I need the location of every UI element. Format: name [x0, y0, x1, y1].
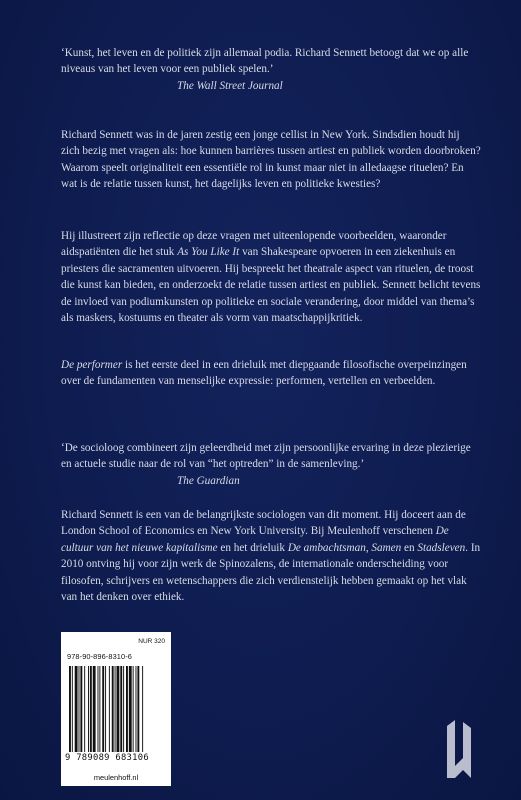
review-quote-wsj	[61, 45, 471, 94]
publisher-website: meulenhoff.nl	[93, 773, 139, 782]
barcode-label	[61, 632, 171, 786]
quote-text: ‘Kunst, het leven en de politiek zijn allemaal podia. Richard Sennett betoogt dat we op alle niveaus van het leven voor een publiek spelen.’	[61, 47, 469, 76]
book-title-as-you-like-it: As You Like It	[177, 246, 240, 259]
quote-source: The Guardian	[177, 474, 240, 487]
nur-code: NUR 320	[138, 638, 165, 645]
quote-source: The Wall Street Journal	[177, 79, 283, 92]
isbn-text: 978-90-896-8310-6	[67, 652, 132, 661]
book-title-de-performer: De performer	[61, 359, 123, 371]
review-quote-guardian	[61, 440, 481, 489]
blurb-paragraph-3: De performer is het eerste deel in een drieluik met diepgaande filosofische overpeinzingen over de fundamenten van menselijke expressie: performen, vertellen en verbeelden.	[61, 359, 467, 388]
quote-text: ‘De socioloog combineert zijn geleerdheid met zijn persoonlijke ervaring in deze plezierige en actuele studie naar de rol van “het optreden” in de samenleving.’	[61, 442, 471, 471]
publisher-logo-icon	[445, 718, 473, 780]
isbn-number: 9 789089 683106	[65, 753, 149, 763]
author-bio: Richard Sennett is een van de belangrijkste sociologen van dit moment. Hij doceert aan de London School of Economics en New York University. Bij Meulenhoff verschenen De cultuur van het nieuwe kapitalisme en het drieluik De ambachtsman, Samen en Stadsleven. In 2010 ontving hij voor zijn werk de Spinozalens, de internationale onderscheiding voor filosofen, schrijvers en wetenschappers die zich verdienstelijk hebben gemaakt op het vlak van het denken over ethiek.	[61, 509, 481, 604]
blurb-paragraph-1: Richard Sennett was in de jaren zestig een jonge cellist in New York. Sindsdien houdt hij zich bezig met vragen als: hoe kunnen barrières tussen artiest en publiek worden doorbroken? Waarom speelt originaliteit een essentiële rol in kunst maar niet in alledaagse rituelen? En wat is de relatie tussen kunst, het dagelijks leven en politieke kwesties?	[61, 129, 481, 191]
blurb-paragraph-2: Hij illustreert zijn reflectie op deze vragen met uiteenlopende voorbeelden, waaronder aidspatiënten die het stuk As You Like It van Shakespeare opvoeren in een ziekenhuis en priesters die sacramenten uitvoeren. Hij bespreekt het theatrale aspect van rituelen, de troost die kunst kan bieden, en onderzoekt de relatie tussen artiest en publiek. Sennett belicht tevens de invloed van podiumkunsten op politieke en sociale verandering, door middel van thema’s als maskers, kostuums en theater als vorm van maatschappijkritiek.	[61, 230, 481, 325]
barcode-icon	[69, 666, 165, 752]
